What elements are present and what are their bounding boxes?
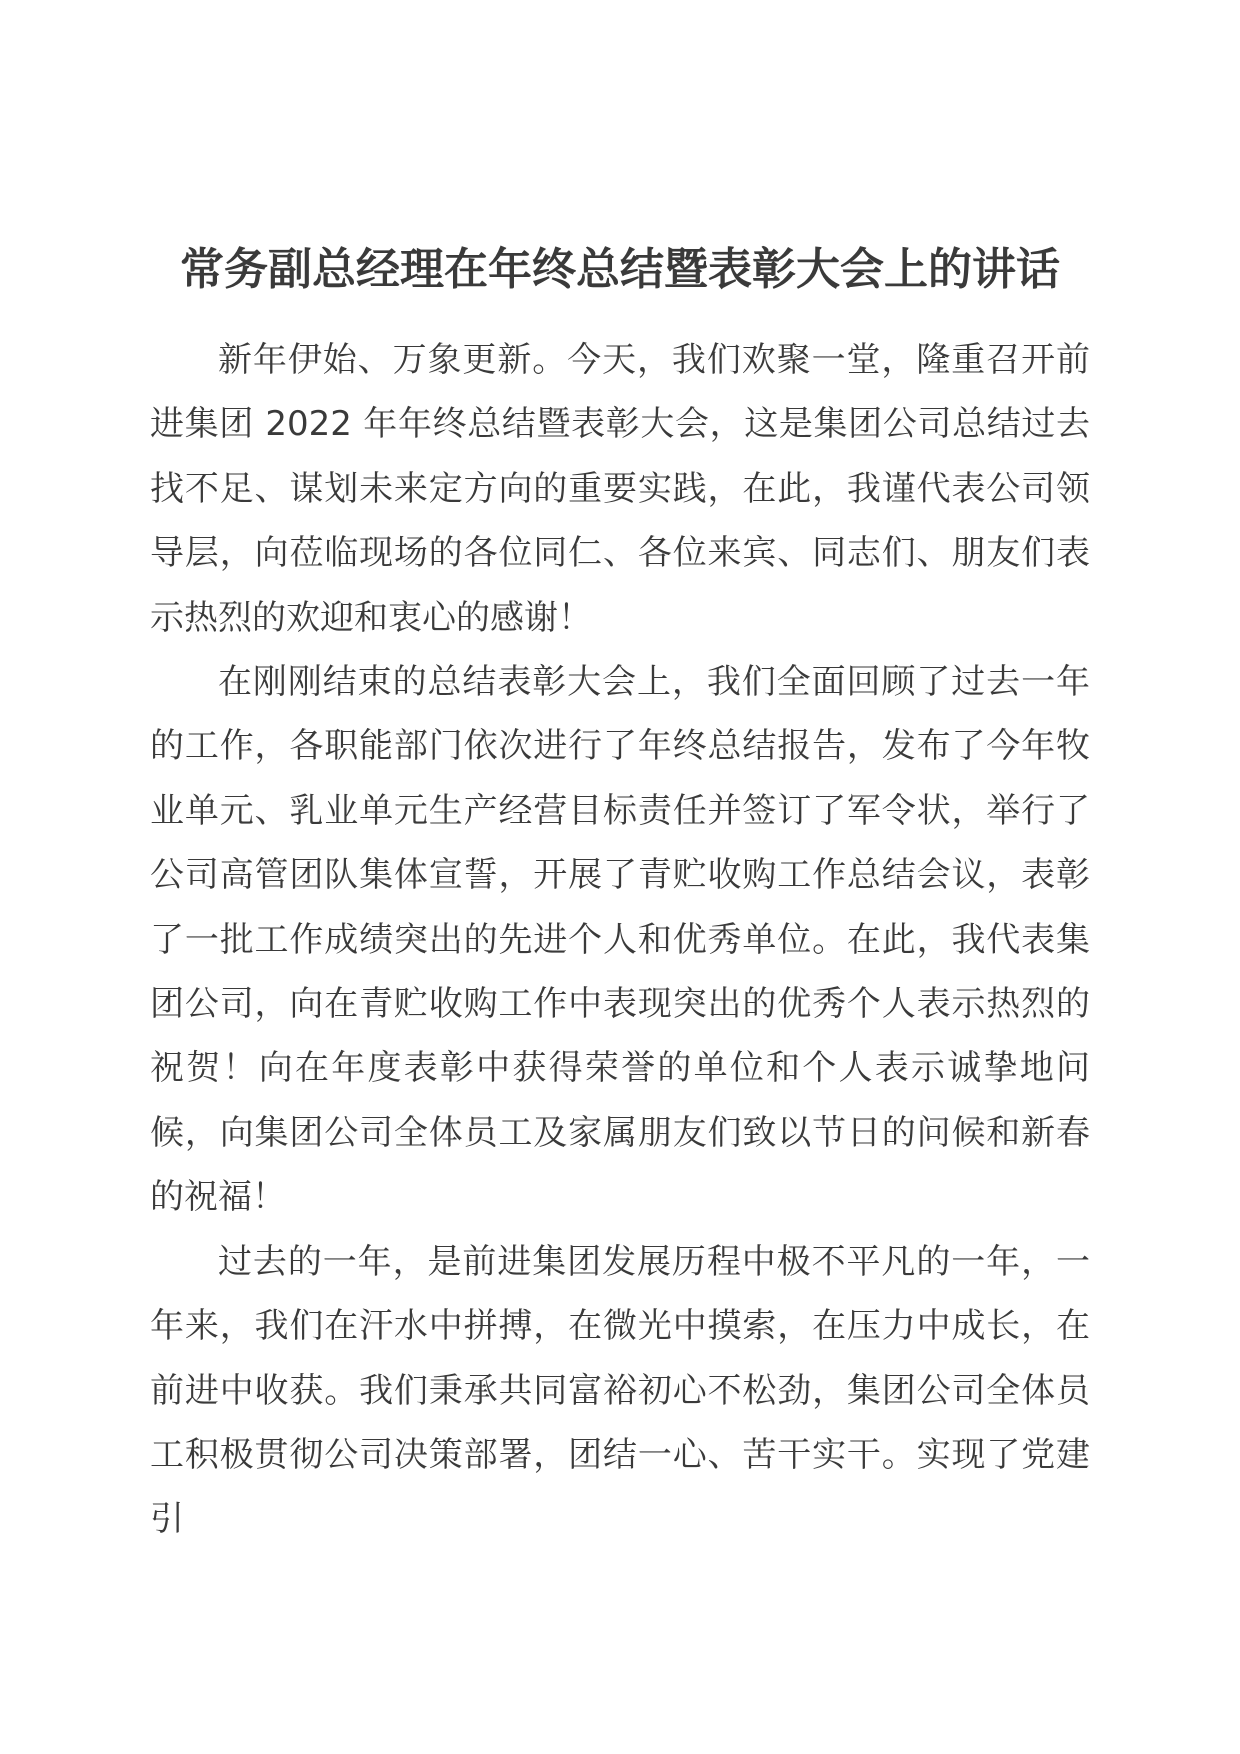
document-title: 常务副总经理在年终总结暨表彰大会上的讲话 [180,244,1060,295]
paragraph-opening: 新年伊始、万象更新。今天，我们欢聚一堂，隆重召开前进集团 2022 年年终总结暨表彰大会，这是集团公司总结过去找不足、谋划未来定方向的重要实践，在此，我谨代表公司领导层，向莅临现场的各位同仁、各位来宾、同志们、朋友们表示热烈的欢迎和衷心的感谢！ [150,340,1090,638]
document-body [150,328,1090,1552]
paragraph-review: 在刚刚结束的总结表彰大会上，我们全面回顾了过去一年的工作，各职能部门依次进行了年终总结报告，发布了今年牧业单元、乳业单元生产经营目标责任并签订了军令状，举行了公司高管团队集体宣誓，开展了青贮收购工作总结会议，表彰了一批工作成绩突出的先进个人和优秀单位。在此，我代表集团公司，向在青贮收购工作中表现突出的优秀个人表示热烈的祝贺！向在年度表彰中获得荣誉的单位和个人表示诚挚地问候，向集团公司全体员工及家属朋友们致以节日的问候和新春的祝福！ [150,662,1090,1218]
paragraph-past-year: 过去的一年，是前进集团发展历程中极不平凡的一年，一年来，我们在汗水中拼搏，在微光中摸索，在压力中成长，在前进中收获。我们秉承共同富裕初心不松劲，集团公司全体员工积极贯彻公司决策部署，团结一心、苦干实干。实现了党建引 [150,1241,1090,1540]
